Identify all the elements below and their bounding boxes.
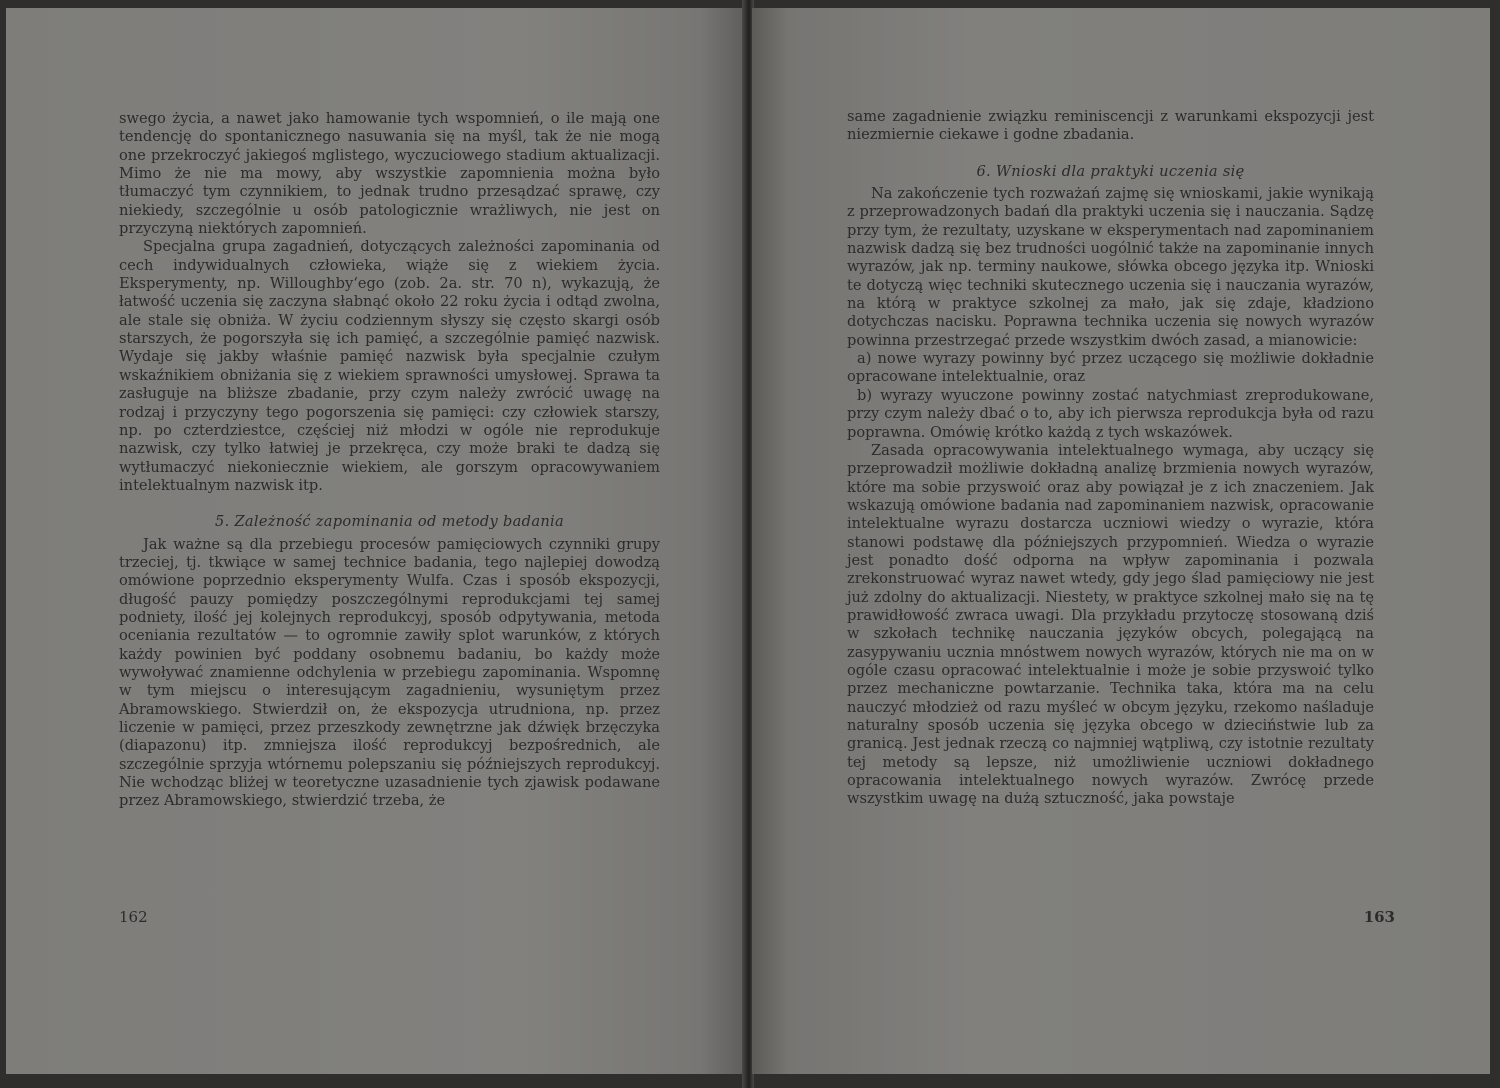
left-page — [6, 8, 744, 1074]
paragraph: same zagadnienie związku reminiscencji z warunkami ekspozycji jest niezmiernie ciekawe i godne zbadania. — [847, 108, 1374, 144]
paragraph: Zasada opracowywania intelektualnego wymaga, aby uczący się przeprowadził możliwie dokładną analizę brzmienia nowych wyrazów, które ma sobie przyswoić oraz aby powiązał je z ich znaczeniem. Jak wskazują omówione badania nad zapominaniem nazwisk, opracowanie intelektualne wyrazu dostarcza uczniowi wiedzy o wyrazie, która stanowi podstawę dla późniejszych przypomnień. Wiedza o wyrazie jest ponadto dość odporna na wpływ zapominania i pozwala zrekonstruować wyraz nawet wtedy, gdy jego ślad pamięciowy nie jest już zdolny do aktualizacji. Niestety, w praktyce szkolnej mało się na tę prawidłowość zwraca uwagi. Dla przykładu przytoczę stosowaną dziś w szkołach technikę nauczania języków obcych, polegającą na zasypywaniu ucznia mnóstwem nowych wyrazów, których nie ma on w ogóle czasu opracować intelektualnie i może je sobie przyswoić tylko przez mechaniczne powtarzanie. Technika taka, która ma na celu nauczyć młodzież od razu myśleć w obcym języku, rzekomo naśladuje naturalny sposób uczenia się języka obcego w dzieciństwie lub za granicą. Jest jednak rzeczą co najmniej wątpliwą, czy istotnie rezultaty tej metody są lepsze, niż umożliwienie uczniowi dokładnego opracowania intelektualnego nowych wyrazów. Zwrócę przede wszystkim uwagę na dużą sztuczność, jaka powstaje — [847, 441, 1374, 808]
page-number: 163 — [1363, 908, 1395, 926]
paragraph: Na zakończenie tych rozważań zajmę się wnioskami, jakie wynikają z przeprowadzonych badań dla praktyki uczenia się i nauczania. Sądzę przy tym, że rezultaty, uzyskane w eksperymentach nad zapominaniem nazwisk dadzą się bez trudności uogólnić także na zapominanie innych wyrazów, jak np. terminy naukowe, słówka obcego języka itp. Wnioski te dotyczą więc techniki skutecznego uczenia się i nauczania wyrazów, na którą w praktyce szkolnej za mało, jak się zdaje, kładziono dotychczas nacisku. Poprawna technika uczenia się nowych wyrazów powinna przestrzegać przede wszystkim dwóch zasad, a mianowicie: — [847, 185, 1374, 349]
right-page — [752, 8, 1490, 1074]
list-item: b) wyrazy wyuczone powinny zostać natychmiast zreprodukowane, przy czym należy dbać o to, aby ich pierwsza reprodukcja była od razu poprawna. Omówię krótko każdą z tych wskazówek. — [847, 386, 1374, 441]
page-number: 162 — [119, 908, 148, 926]
paragraph: Jak ważne są dla przebiegu procesów pamięciowych czynniki grupy trzeciej, tj. tkwiące w samej technice badania, tego najlepiej dowodzą omówione poprzednio eksperymenty Wulfa. Czas i sposób ekspozycji, długość pauzy pomiędzy poszczególnymi reprodukcjami tej samej podniety, ilość jej kolejnych reprodukcyj, sposób odpytywania, metoda oceniania rezultatów — to ogromnie zawiły splot warunków, z których każdy powinien być poddany osobnemu badaniu, bo każdy może wywoływać znamienne odchylenia w przebiegu zapominania. Wspomnę w tym miejscu o interesującym zagadnieniu, wysuniętym przez Abramowskiego. Stwierdził on, że ekspozycja utrudniona, np. przez liczenie w pamięci, przez przeszkody zewnętrzne jak dźwięk brzęczyka (diapazonu) itp. zmniejsza ilość reprodukcyj bezpośrednich, ale szczególnie sprzyja wtórnemu polepszaniu się późniejszych reprodukcyj. Nie wchodząc bliżej w teoretyczne uzasadnienie tych zjawisk podawane przez Abramowskiego, stwierdzić trzeba, że — [119, 535, 660, 810]
paragraph: Specjalna grupa zagadnień, dotyczących zależności zapominania od cech indywidualnych człowieka, wiąże się z wiekiem życia. Eksperymenty, np. Willoughby‘ego (zob. 2a. str. 70 n), wykazują, że łatwość uczenia się zaczyna słabnąć około 22 roku życia i odtąd zwolna, ale stale się obniża. W życiu codziennym słyszy się często skargi osób starszych, że pogorszyła się ich pamięć, a szczególnie pamięć nazwisk. Wydaje się jakby właśnie pamięć nazwisk była specjalnie czułym wskaźnikiem obniżania się z wiekiem sprawności umysłowej. Sprawa ta zasługuje na bliższe zbadanie, przy czym należy zwrócić uwagę na rodzaj i przyczyny tego pogorszenia się pamięci: czy człowiek starszy, np. po czterdziestce, częściej niż młodzi w ogóle nie reprodukuje nazwisk, czy tylko łatwiej je przekręca, czy może braki te dadzą się wytłumaczyć niekoniecznie wiekiem, ale gorszym opracowywaniem intelektualnym nazwisk itp. — [119, 238, 660, 494]
left-page-body — [119, 110, 660, 811]
section-heading: 5. Zależność zapominania od metody badania — [215, 513, 564, 531]
list-item: a) nowe wyrazy powinny być przez uczącego się możliwie dokładnie opracowane intelektualnie, oraz — [847, 350, 1374, 386]
right-page-body — [847, 108, 1374, 809]
paragraph: swego życia, a nawet jako hamowanie tych wspomnień, o ile mają one tendencję do spontanicznego nasuwania się na myśl, tak że nie mogą one przekroczyć jakiegoś mglistego, wyczuciowego stadium aktualizacji. Mimo że nie ma mowy, aby wszystkie zapomnienia można było tłumaczyć tym czynnikiem, to jednak trudno przesądzać sprawę, czy niekiedy, szczególnie u osób patologicznie wrażliwych, nie jest on przyczyną niektórych zapomnień. — [119, 110, 660, 238]
section-heading: 6. Wnioski dla praktyki uczenia się — [976, 162, 1245, 180]
